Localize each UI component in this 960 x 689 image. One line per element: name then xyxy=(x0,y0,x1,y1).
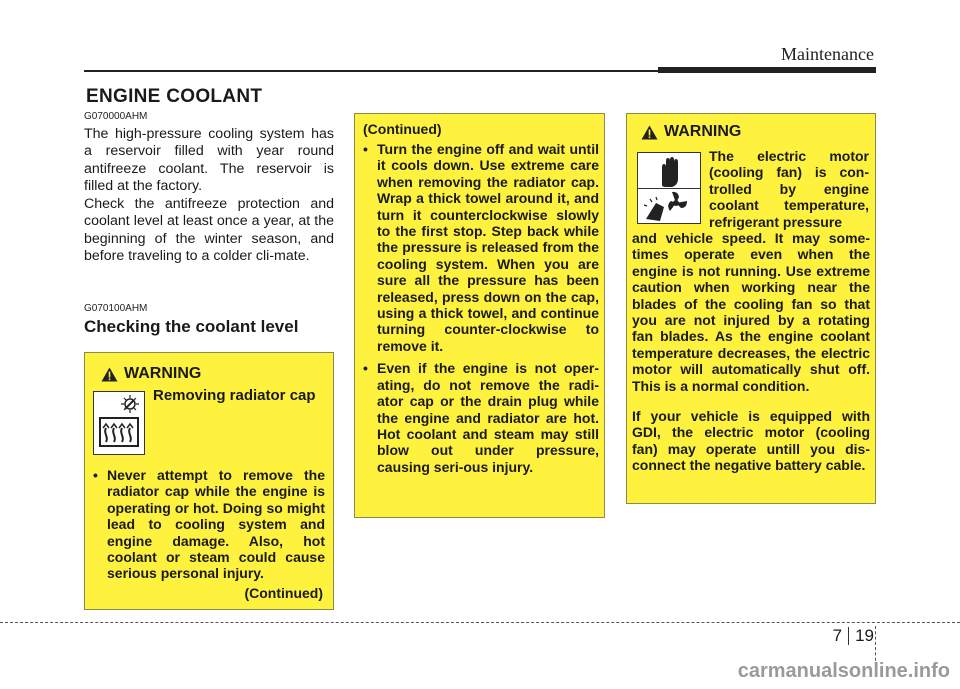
page-number-separator xyxy=(848,627,849,645)
fan-hand-icon xyxy=(637,188,701,224)
hot-radiator-icon xyxy=(93,391,145,455)
warning-label: WARNING xyxy=(124,365,202,382)
continued-label: (Continued) xyxy=(363,121,442,137)
section-header-title: Maintenance xyxy=(781,44,874,64)
warning-body-text-gdi: If your vehicle is equipped with GDI, the electric motor (cooling fan) may operate untill you dis-connect the negative battery cable. xyxy=(632,408,870,474)
warning-label: WARNING xyxy=(664,123,742,140)
hand-stop-icon xyxy=(637,152,701,190)
continued-label: (Continued) xyxy=(244,585,323,601)
warning-box-cooling-fan xyxy=(626,113,876,504)
list-item: • Never attempt to remove the radiator cap while the engine is operating or hot. Doing so might lead to cooling system and engine damage. Also, hot coolant or steam could cause serious personal injury. xyxy=(93,467,325,582)
page-number xyxy=(833,626,874,646)
header-rule xyxy=(84,70,658,72)
warning-bullet-list xyxy=(93,467,325,582)
reference-code: G070100AHM xyxy=(84,303,148,314)
list-item: • Turn the engine off and wait until it cools down. Use extreme care when removing the radiator cap. Wrap a thick towel around it, and turn it counterclockwise slowly to the first stop. Step back while the pressure is released from the cooling system. When you are sure all the pressure has been released, press down on the cap, using a thick towel, and continue turning counter-clockwise to remove it. xyxy=(363,141,599,354)
warning-title: Removing radiator cap xyxy=(153,387,316,404)
subheading: Checking the coolant level xyxy=(84,317,299,336)
intro-paragraph-2: Check the antifreeze protection and coolant level at least once a year, at the beginning of the winter season, and before traveling to a colder cli-mate. xyxy=(84,196,334,265)
warning-heading xyxy=(101,365,201,383)
warning-triangle-icon xyxy=(101,367,118,382)
chapter-number: 7 xyxy=(832,626,843,645)
warning-bullet-list xyxy=(363,141,599,475)
page-number-value: 19 xyxy=(855,626,874,645)
footer-rule xyxy=(0,622,960,623)
warning-box-radiator-cap xyxy=(84,352,334,610)
intro-paragraph-1: The high-pressure cooling system has a reservoir filled with year round antifreeze coolant. The reservoir is filled at the factory. xyxy=(84,126,334,195)
warning-lead-text: The electric motor (cooling fan) is con-trolled by engine coolant temperature, refrigerant pressure xyxy=(709,148,869,230)
header-rule-thick xyxy=(658,67,876,73)
warning-triangle-icon xyxy=(641,125,658,140)
warning-box-continued xyxy=(354,113,605,518)
warning-heading xyxy=(641,123,741,141)
list-item: • Even if the engine is not oper-ating, do not remove the radi-ator cap or the drain plug while the engine and radiator are hot. Hot coolant and steam may still blow out under pressure, causing seri-ous injury. xyxy=(363,360,599,475)
reference-code: G070000AHM xyxy=(84,111,148,122)
watermark: carmanualsonline.info xyxy=(737,660,950,682)
warning-body-text: and vehicle speed. It may some-times operate even when the engine is not running. Use extreme caution when working near the blades of the cooling fan so that you are not injured by a rotating fan blades. As the engine coolant temperature decreases, the electric motor will automatically shut off. This is a normal condition. xyxy=(632,230,870,394)
page-title: ENGINE COOLANT xyxy=(86,86,263,107)
